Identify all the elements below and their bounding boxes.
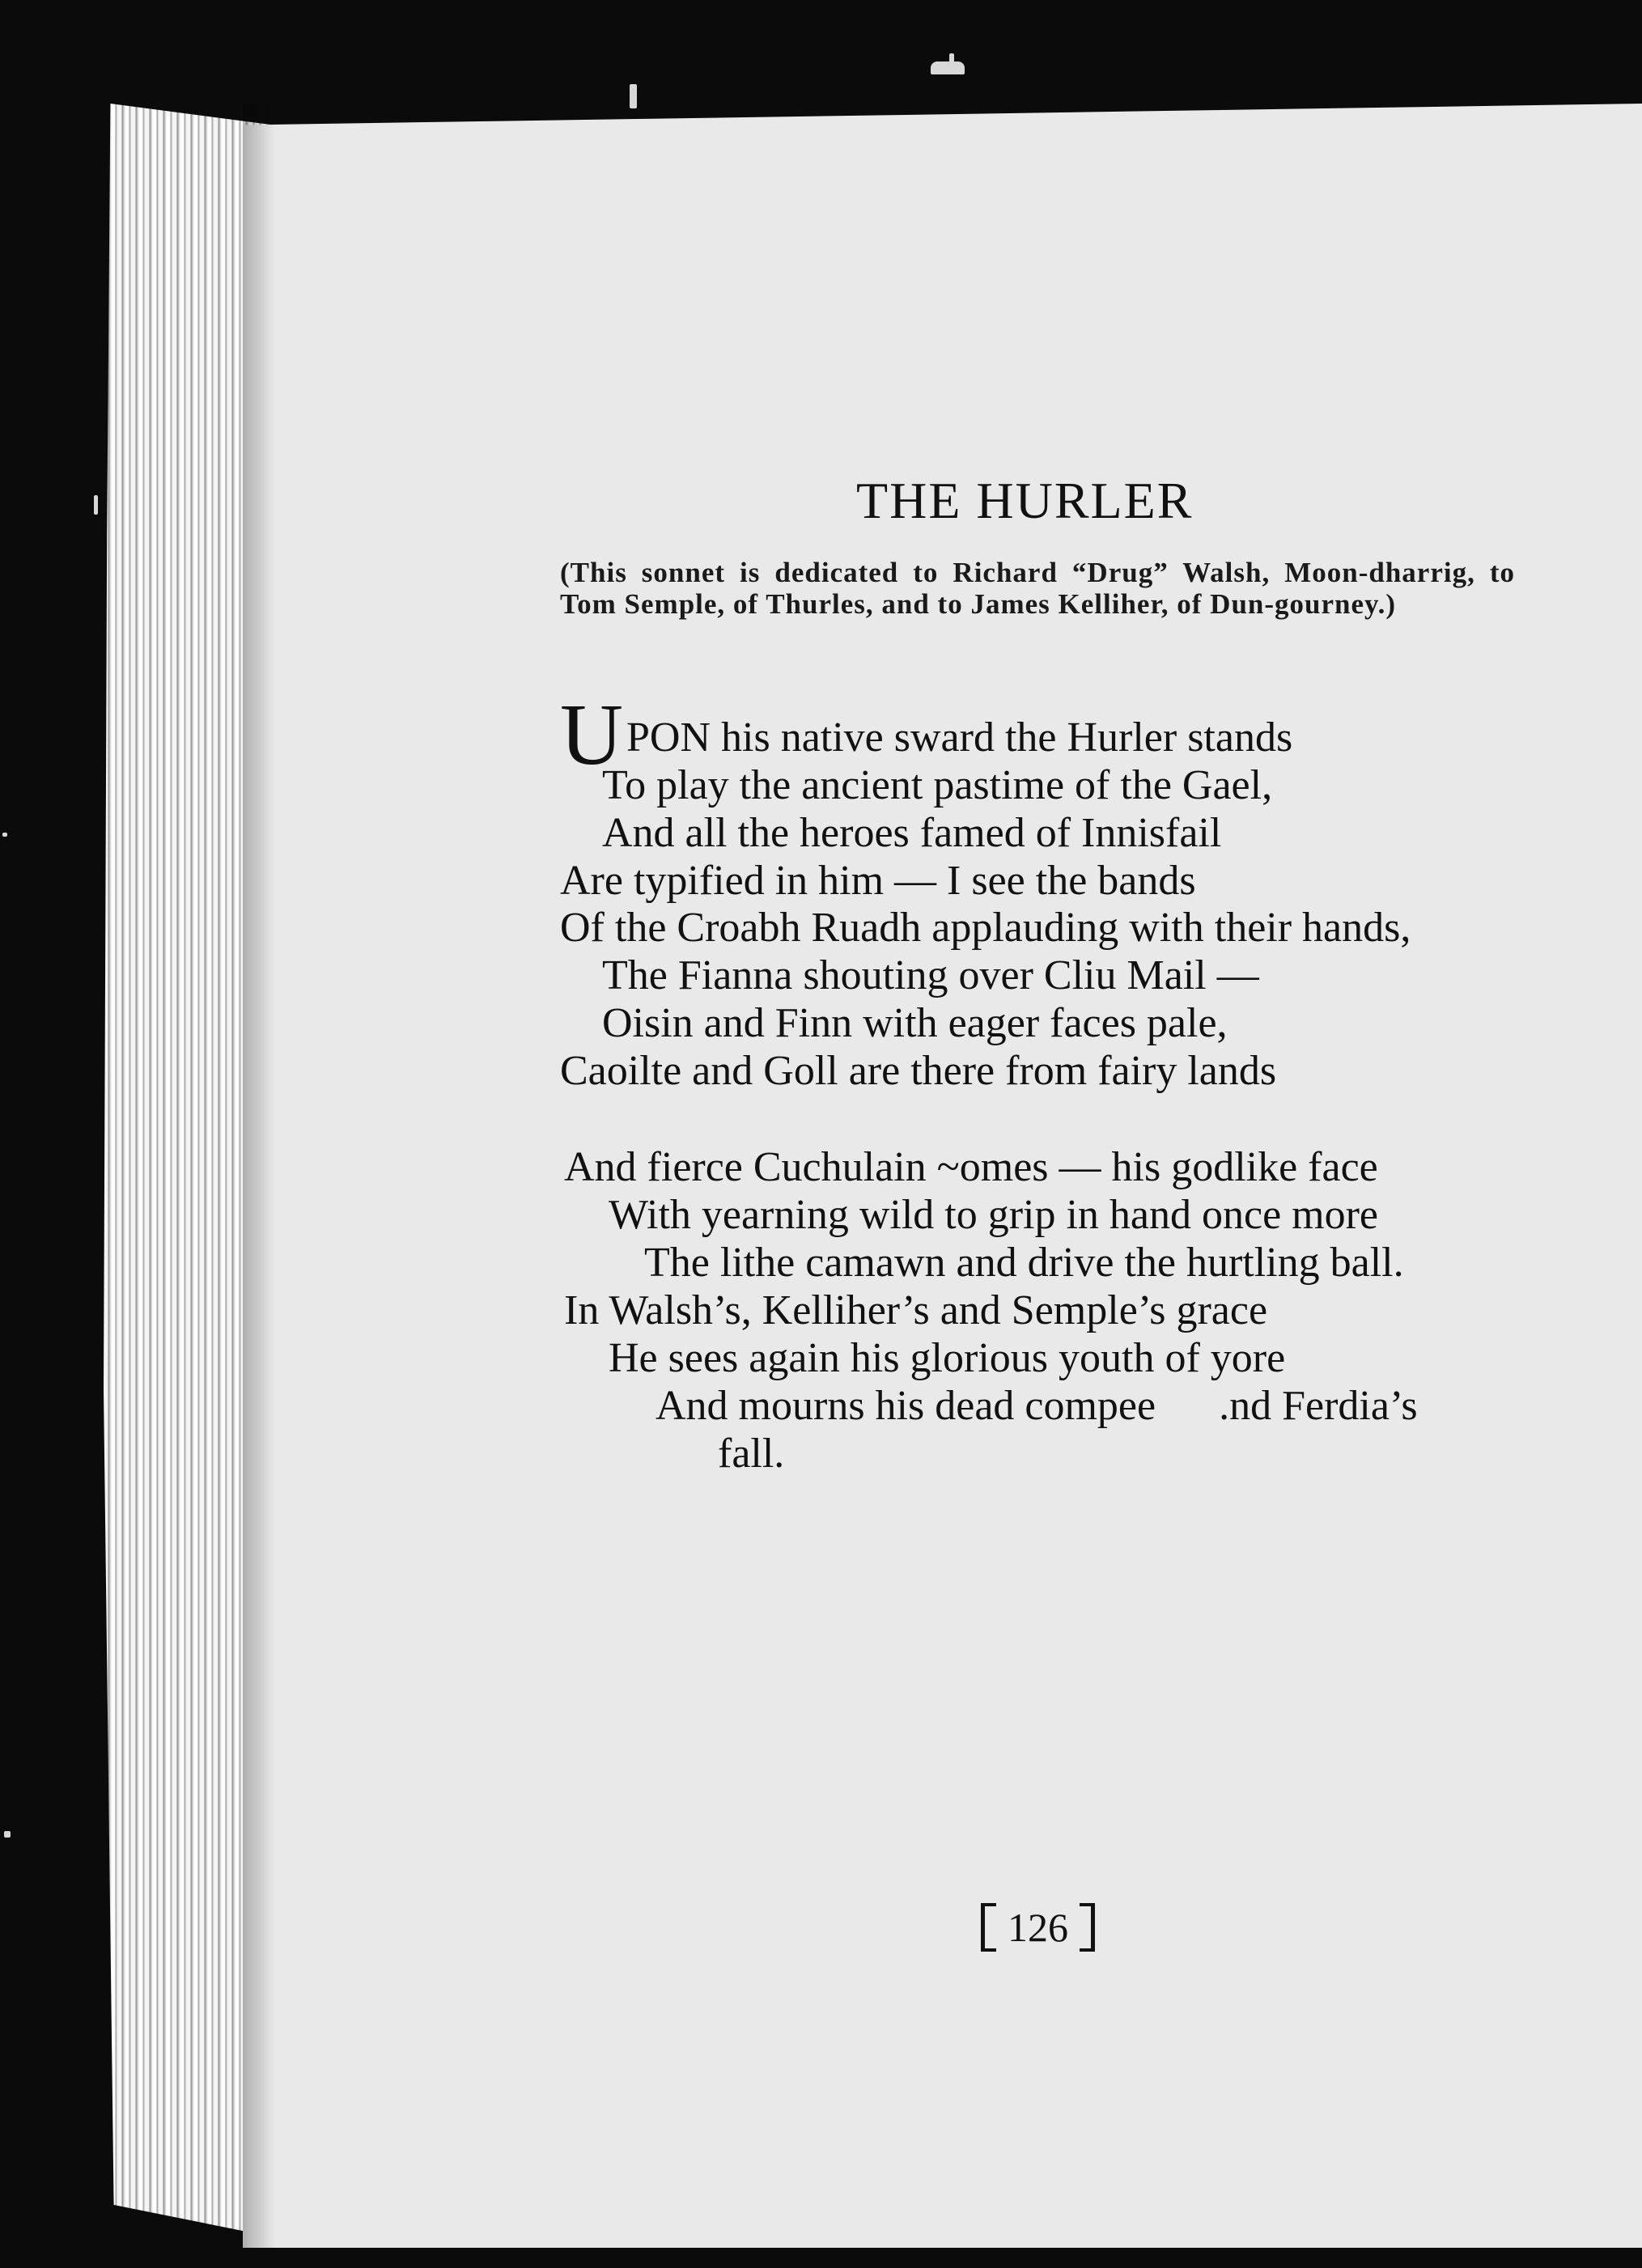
- right-bracket: [1080, 1903, 1095, 1952]
- gutter-shadow: [243, 104, 275, 2248]
- poem-title: THE HURLER: [856, 472, 1194, 529]
- poem-line: In Walsh’s, Kelliher’s and Semple’s grace: [564, 1287, 1268, 1333]
- poem-line: To play the ancient pastime of the Gael,: [602, 762, 1273, 808]
- poem-line: The lithe camawn and drive the hurtling ball.: [644, 1240, 1404, 1286]
- page-number: [981, 1903, 1095, 1952]
- poem-line: Are typified in him — I see the bands: [560, 858, 1196, 904]
- poem-line: Of the Croabh Ruadh applauding with their hands,: [560, 905, 1411, 951]
- poem-line: And all the heroes famed of Innisfail: [602, 810, 1222, 856]
- poem-body: [560, 0, 1580, 1537]
- poem-line: The Fianna shouting over Cliu Mail —: [602, 952, 1259, 998]
- page-number-value: 126: [1008, 1905, 1068, 1950]
- poem-line: Oisin and Finn with eager faces pale,: [602, 1000, 1228, 1046]
- poem-line: He sees again his glorious youth of yore: [609, 1335, 1286, 1381]
- left-bracket: [981, 1903, 996, 1952]
- poem-line: PON his native sward the Hurler stands: [626, 714, 1293, 761]
- poem-line: fall.: [718, 1431, 785, 1477]
- dedication-note: (This sonnet is dedicated to Richard “Drug” Walsh, Moon-dharrig, to Tom Semple, of Thurles, and to James Kelliher, of Dun-gourney.): [560, 557, 1515, 620]
- poem-line: And mourns his dead compee .nd Ferdia’s: [656, 1383, 1418, 1429]
- poem-line: And fierce Cuchulain ~omes — his godlike face: [564, 1144, 1378, 1190]
- poem-line: Caoilte and Goll are there from fairy lands: [560, 1048, 1277, 1094]
- poem-line: With yearning wild to grip in hand once more: [609, 1192, 1379, 1238]
- drop-cap: U: [560, 687, 623, 783]
